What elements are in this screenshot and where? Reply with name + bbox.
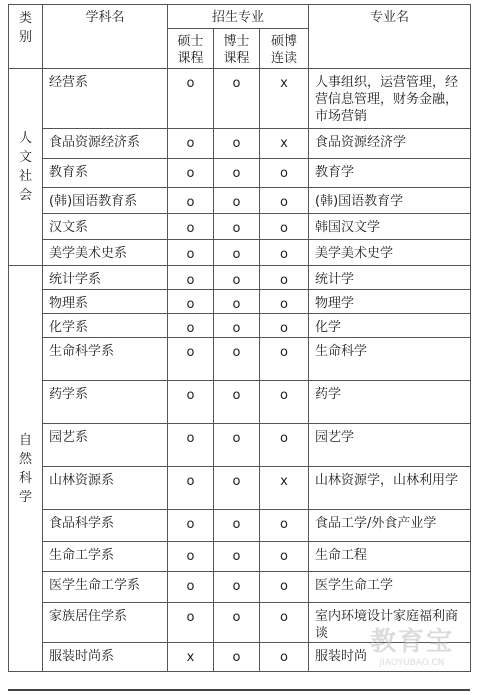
combined-mark: o (260, 510, 309, 542)
master-mark: o (168, 69, 214, 129)
subject-cell: 医学生命工学系 (43, 572, 168, 603)
table-row (9, 510, 471, 542)
subject-cell: 物理系 (43, 290, 168, 314)
subject-cell: 山林资源系 (43, 467, 168, 510)
table-row (9, 129, 471, 159)
master-mark: o (168, 214, 214, 240)
subject-cell: 园艺系 (43, 424, 168, 467)
master-mark: o (168, 381, 214, 424)
table-row (9, 290, 471, 314)
doctor-mark: o (214, 290, 260, 314)
doctor-mark: o (214, 467, 260, 510)
combined-mark: o (260, 214, 309, 240)
table-row (9, 266, 471, 290)
category-header: 类 别 (9, 5, 43, 69)
major-header: 专业名 (309, 5, 471, 69)
master-mark: o (168, 572, 214, 603)
combined-mark: o (260, 424, 309, 467)
combined-mark: o (260, 188, 309, 214)
doctor-mark: o (214, 381, 260, 424)
bottom-rule (8, 689, 470, 691)
major-cell: 山林资源学，山林利用学 (309, 467, 471, 510)
combined-mark: x (260, 129, 309, 159)
table-row (9, 159, 471, 188)
major-cell: 生命科学 (309, 338, 471, 381)
combined-mark: o (260, 240, 309, 266)
table-row (9, 542, 471, 572)
table-row (9, 338, 471, 381)
programs-header: 招生专业 (168, 5, 309, 29)
doctor-header: 博士 课程 (214, 29, 260, 69)
combined-mark: o (260, 314, 309, 338)
combined-mark: o (260, 290, 309, 314)
major-cell: 药学 (309, 381, 471, 424)
major-cell: 室内环境设计家庭福利商谈 (309, 603, 471, 643)
master-mark: o (168, 188, 214, 214)
master-mark: o (168, 129, 214, 159)
major-cell: 统计学 (309, 266, 471, 290)
watermark-url: JIAOYUBAO.CN (379, 658, 445, 668)
doctor-mark: o (214, 314, 260, 338)
master-mark: o (168, 542, 214, 572)
major-cell: 食品工学/外食产业学 (309, 510, 471, 542)
subject-cell: 经营系 (43, 69, 168, 129)
major-cell: (韩)国语教育学 (309, 188, 471, 214)
master-mark: o (168, 290, 214, 314)
doctor-mark: o (214, 188, 260, 214)
doctor-mark: o (214, 214, 260, 240)
combined-mark: o (260, 643, 309, 672)
major-cell: 园艺学 (309, 424, 471, 467)
major-cell: 生命工程 (309, 542, 471, 572)
subject-cell: 食品科学系 (43, 510, 168, 542)
table-row (9, 424, 471, 467)
major-cell: 物理学 (309, 290, 471, 314)
subject-cell: 生命工学系 (43, 542, 168, 572)
subject-header: 学科名 (43, 5, 168, 69)
subject-cell: 家族居住学系 (43, 603, 168, 643)
combined-header: 硕博 连读 (260, 29, 309, 69)
doctor-mark: o (214, 338, 260, 381)
table-row (9, 572, 471, 603)
major-cell: 美学美术史学 (309, 240, 471, 266)
doctor-mark: o (214, 572, 260, 603)
subject-cell: 食品资源经济系 (43, 129, 168, 159)
table-row (9, 314, 471, 338)
major-cell: 医学生命工学 (309, 572, 471, 603)
subject-cell: 药学系 (43, 381, 168, 424)
doctor-mark: o (214, 510, 260, 542)
doctor-mark: o (214, 69, 260, 129)
doctor-mark: o (214, 603, 260, 643)
combined-mark: x (260, 467, 309, 510)
major-cell: 韩国汉文学 (309, 214, 471, 240)
master-mark: o (168, 338, 214, 381)
doctor-mark: o (214, 424, 260, 467)
table-row (9, 214, 471, 240)
combined-mark: o (260, 603, 309, 643)
doctor-mark: o (214, 129, 260, 159)
subject-cell: 统计学系 (43, 266, 168, 290)
combined-mark: o (260, 266, 309, 290)
subject-cell: 生命科学系 (43, 338, 168, 381)
table-row (9, 603, 471, 643)
subject-cell: 服装时尚系 (43, 643, 168, 672)
doctor-mark: o (214, 266, 260, 290)
table-row (9, 69, 471, 129)
major-cell: 化学 (309, 314, 471, 338)
master-mark: o (168, 266, 214, 290)
table-row (9, 643, 471, 672)
category-cell: 人 文 社 会 (9, 69, 43, 266)
table-row (9, 240, 471, 266)
doctor-mark: o (214, 542, 260, 572)
table-body (9, 69, 471, 672)
major-cell: 服装时尚 (309, 643, 471, 672)
major-cell: 教育学 (309, 159, 471, 188)
major-cell: 食品资源经济学 (309, 129, 471, 159)
major-cell: 人事组织，运营管理，经营信息管理，财务金融，市场营销 (309, 69, 471, 129)
subject-cell: 化学系 (43, 314, 168, 338)
combined-mark: o (260, 338, 309, 381)
combined-mark: o (260, 572, 309, 603)
combined-mark: o (260, 159, 309, 188)
table-row (9, 381, 471, 424)
master-header: 硕士 课程 (168, 29, 214, 69)
doctor-mark: o (214, 240, 260, 266)
master-mark: x (168, 643, 214, 672)
programs-table (8, 4, 471, 672)
doctor-mark: o (214, 643, 260, 672)
watermark-main: 教育宝 (369, 627, 454, 657)
master-mark: o (168, 603, 214, 643)
subject-cell: 汉文系 (43, 214, 168, 240)
subject-cell: 教育系 (43, 159, 168, 188)
table-row (9, 467, 471, 510)
table-row (9, 188, 471, 214)
master-mark: o (168, 467, 214, 510)
combined-mark: x (260, 69, 309, 129)
master-mark: o (168, 314, 214, 338)
combined-mark: o (260, 381, 309, 424)
master-mark: o (168, 240, 214, 266)
master-mark: o (168, 510, 214, 542)
subject-cell: 美学美术史系 (43, 240, 168, 266)
subject-cell: (韩)国语教育系 (43, 188, 168, 214)
master-mark: o (168, 159, 214, 188)
master-mark: o (168, 424, 214, 467)
combined-mark: o (260, 542, 309, 572)
doctor-mark: o (214, 159, 260, 188)
category-cell: 自 然 科 学 (9, 266, 43, 672)
